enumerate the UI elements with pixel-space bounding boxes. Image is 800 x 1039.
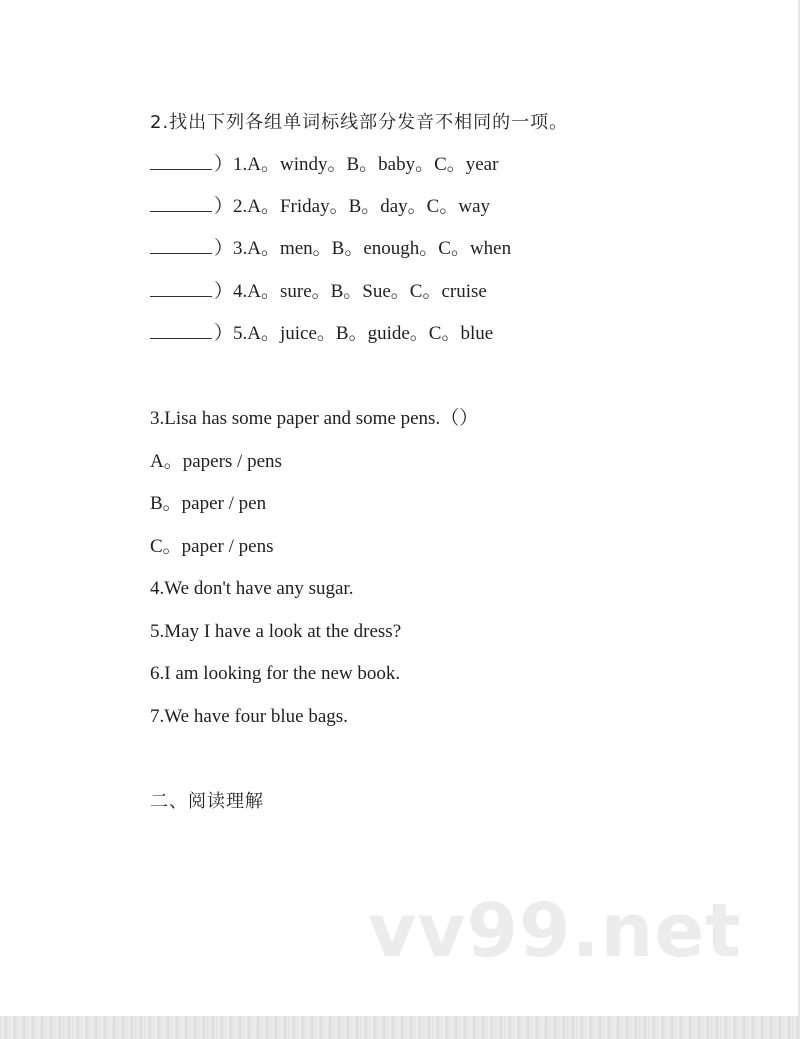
question-2-item-1 bbox=[150, 153, 498, 177]
question-3: 3.Lisa has some paper and some pens.（） bbox=[150, 408, 479, 429]
question-2-item-4 bbox=[150, 280, 487, 304]
item-text: ）3.A。men。B。enough。C。when bbox=[214, 238, 512, 259]
question-3-option-a: A。papers / pens bbox=[150, 451, 282, 472]
question-2-item-3 bbox=[150, 237, 511, 261]
item-text: ）1.A。windy。B。baby。C。year bbox=[214, 154, 499, 175]
watermark: vv99.net bbox=[368, 888, 742, 974]
question-2-item-5 bbox=[150, 322, 493, 346]
question-2-item-2 bbox=[150, 195, 490, 219]
question-3-option-b: B。paper / pen bbox=[150, 493, 267, 514]
sentence-6: 6.I am looking for the new book. bbox=[150, 663, 401, 684]
answer-blank[interactable] bbox=[150, 280, 212, 297]
page-bottom-border bbox=[0, 1016, 800, 1039]
sentence-7: 7.We have four blue bags. bbox=[150, 706, 348, 727]
sentence-4: 4.We don't have any sugar. bbox=[150, 578, 354, 599]
reading-section-heading: 二、阅读理解 bbox=[150, 791, 264, 812]
item-text: ）4.A。sure。B。Sue。C。cruise bbox=[214, 281, 487, 302]
answer-blank[interactable] bbox=[150, 153, 212, 170]
item-text: ）5.A。juice。B。guide。C。blue bbox=[214, 323, 494, 344]
question-3-option-c: C。paper / pens bbox=[150, 536, 274, 557]
sentence-5: 5.May I have a look at the dress? bbox=[150, 621, 402, 642]
item-text: ）2.A。Friday。B。day。C。way bbox=[214, 196, 491, 217]
answer-blank[interactable] bbox=[150, 195, 212, 212]
answer-blank[interactable] bbox=[150, 322, 212, 339]
question-2-title: 2.找出下列各组单词标线部分发音不相同的一项。 bbox=[150, 112, 569, 133]
answer-blank[interactable] bbox=[150, 237, 212, 254]
